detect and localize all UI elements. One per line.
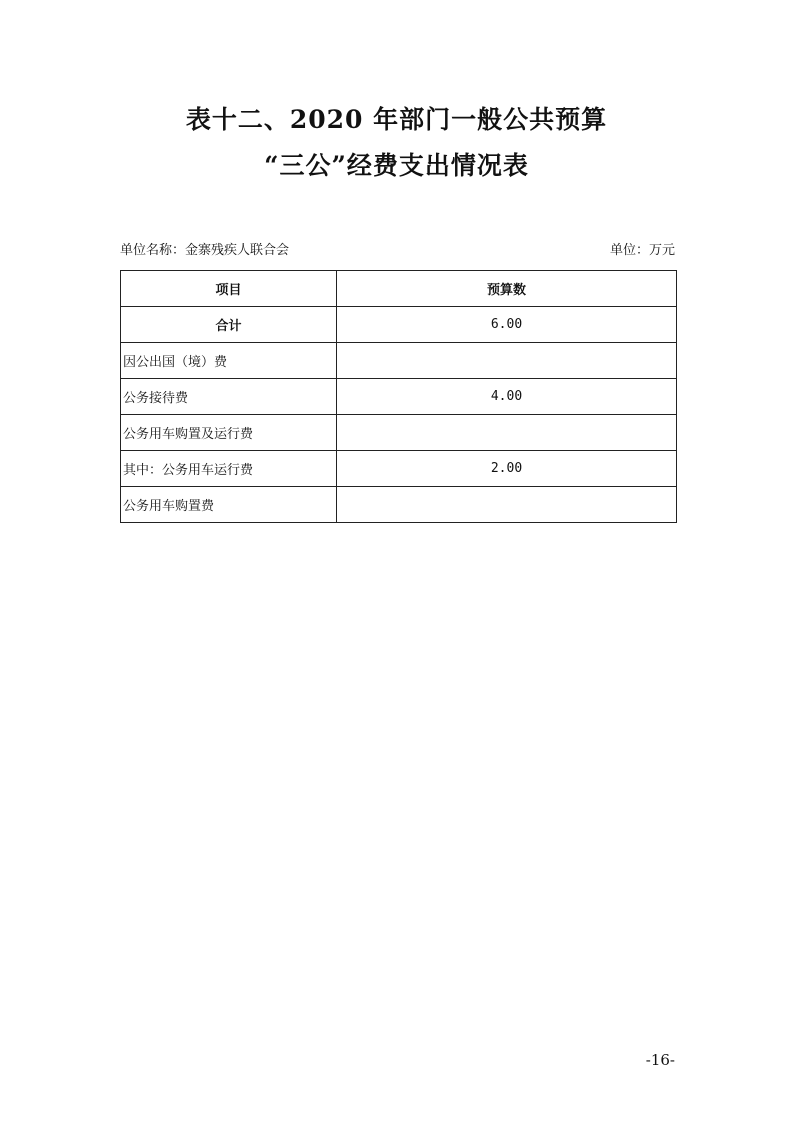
page-number: -16- [645, 1051, 675, 1069]
three-public-expenses-table [120, 270, 677, 523]
row-amount-vehicle-operation: 2.00 [337, 451, 677, 487]
row-item-overseas-travel: 因公出国（境）费 [121, 343, 337, 379]
document-title-line-2: “三公”经费支出情况表 [264, 151, 529, 180]
header-item: 项目 [121, 271, 337, 307]
table-row [121, 487, 677, 523]
row-item-vehicle-operation: 其中：公务用车运行费 [121, 451, 337, 487]
row-amount-total: 6.00 [337, 307, 677, 343]
row-item-reception: 公务接待费 [121, 379, 337, 415]
unit-name-label: 单位名称：金寨残疾人联合会 [120, 243, 290, 258]
document-title-line-1: 表十二、2020 年部门一般公共预算 [185, 105, 608, 134]
row-amount-overseas-travel [337, 343, 677, 379]
row-amount-vehicle-total [337, 415, 677, 451]
table-header-row [121, 271, 677, 307]
table-row [121, 307, 677, 343]
table-row [121, 379, 677, 415]
row-amount-reception: 4.00 [337, 379, 677, 415]
row-item-vehicle-total: 公务用车购置及运行费 [121, 415, 337, 451]
currency-unit-label: 单位：万元 [609, 243, 675, 258]
row-item-vehicle-purchase: 公务用车购置费 [121, 487, 337, 523]
row-amount-vehicle-purchase [337, 487, 677, 523]
table-row [121, 451, 677, 487]
header-budget-amount: 预算数 [337, 271, 677, 307]
table-row [121, 415, 677, 451]
table-row [121, 343, 677, 379]
row-item-total: 合计 [121, 307, 337, 343]
